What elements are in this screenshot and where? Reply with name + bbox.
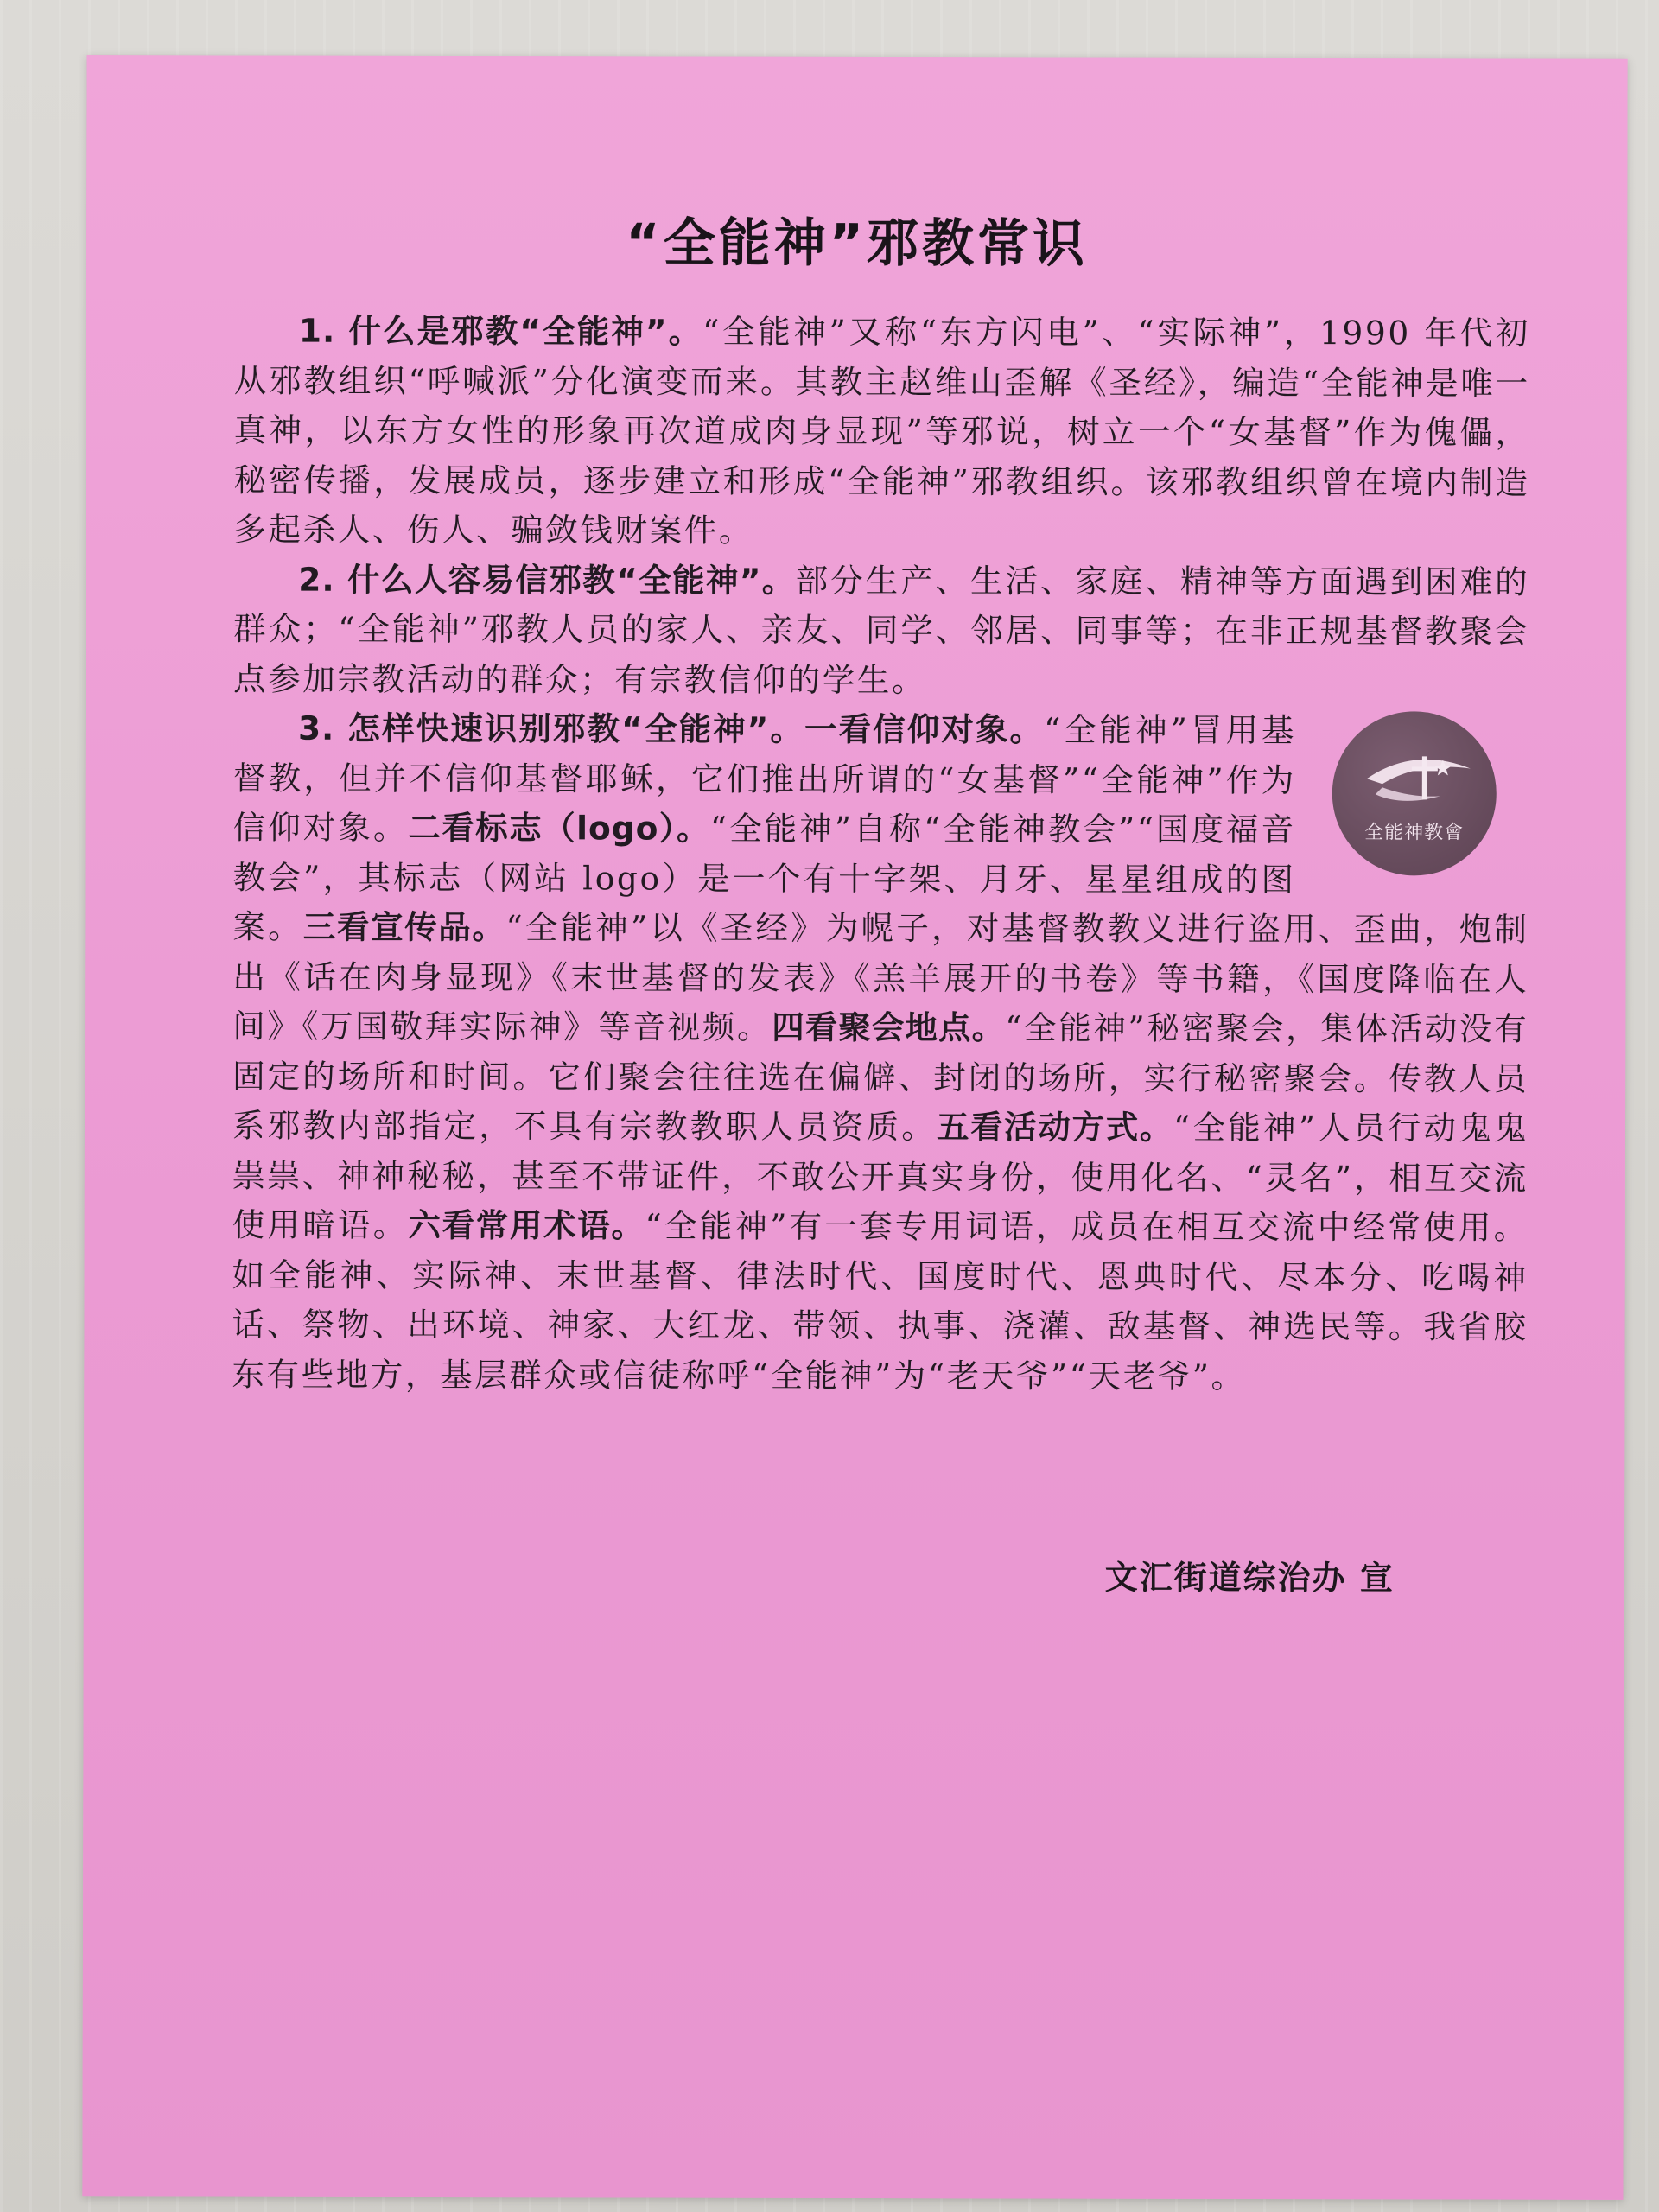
section-2 bbox=[233, 555, 1529, 707]
issuer-signature: 文汇街道综治办 宣 bbox=[1104, 1558, 1395, 1598]
section-1-text: “全能神”又称“东方闪电”、“实际神”，1990 年代初从邪教组织“呼喊派”分化演变而来。其教主赵维山歪解《圣经》，编造“全能神是唯一真神，以东方女性的形象再次道成肉身显现”等邪说，树立一个“女基督”作为傀儡，秘密传播，发展成员，逐步建立和形成“全能神”邪教组织。该邪教组织曾在境内制造多起杀人、伤人、骗敛钱财案件。 bbox=[233, 312, 1530, 550]
point-6-text: “全能神”有一套专用词语，成员在相互交流中经常使用。如全能神、实际神、末世基督、律法时代、国度时代、恩典时代、尽本分、吃喝神话、祭物、出环境、神家、大红龙、带领、执事、浇灌、敌基督、神选民等。我省胶东有些地方，基层群众或信徒称呼“全能神”为“老天爷”“天老爷”。 bbox=[232, 1206, 1529, 1395]
point-4-heading: 四看聚会地点。 bbox=[772, 1007, 1006, 1047]
document-body bbox=[232, 306, 1530, 1402]
logo-caption: 全能神教會 bbox=[1364, 822, 1465, 844]
pink-flyer bbox=[82, 55, 1627, 2200]
point-5-heading: 五看活动方式。 bbox=[936, 1108, 1174, 1147]
point-1-heading: 一看信仰对象。 bbox=[804, 709, 1045, 749]
logo-figure bbox=[1322, 709, 1529, 883]
point-6-heading: 六看常用术语。 bbox=[408, 1205, 645, 1245]
point-3-text: “全能神”以《圣经》为幌子，对基督教教义进行盗用、歪曲，炮制出《话在肉身显现》《末世基督的发表》《羔羊展开的书卷》等书籍，《国度降临在人间》《万国敬拜实际神》等音视频。 bbox=[232, 908, 1529, 1046]
point-2-text: “全能神”自称“全能神教会”“国度福音教会”，其标志（网站 logo）是一个有十字架、月牙、星星组成的图案。 bbox=[232, 809, 1296, 946]
point-4-text: “全能神”秘密聚会，集体活动没有固定的场所和时间。它们聚会往往选在偏僻、封闭的场所，实行秘密聚会。传教人员系邪教内部指定，不具有宗教教职人员资质。 bbox=[232, 1008, 1529, 1147]
section-1 bbox=[233, 306, 1530, 557]
church-logo bbox=[1332, 711, 1497, 875]
section-1-heading: 1. 什么是邪教“全能神”。 bbox=[298, 311, 703, 351]
section-2-heading: 2. 什么人容易信邪教“全能神”。 bbox=[298, 560, 796, 600]
section-3-heading: 3. 怎样快速识别邪教“全能神”。 bbox=[297, 709, 805, 748]
document-title: “全能神”邪教常识 bbox=[626, 213, 1089, 275]
section-2-text: 部分生产、生活、家庭、精神等方面遇到困难的群众；“全能神”邪教人员的家人、亲友、同学、邻居、同事等；在非正规基督教聚会点参加宗教活动的群众；有宗教信仰的学生。 bbox=[233, 561, 1530, 699]
point-2-heading: 二看标志（logo）。 bbox=[408, 808, 711, 848]
point-1-text: “全能神”冒用基督教，但并不信仰基督耶稣，它们推出所谓的“女基督”“全能神”作为信仰对象。 bbox=[232, 710, 1297, 847]
point-3-heading: 三看宣传品。 bbox=[302, 907, 506, 947]
point-5-text: “全能神”人员行动鬼鬼祟祟、神神秘秘，甚至不带证件，不敢公开真实身份，使用化名、“灵名”，相互交流使用暗语。 bbox=[232, 1108, 1529, 1244]
